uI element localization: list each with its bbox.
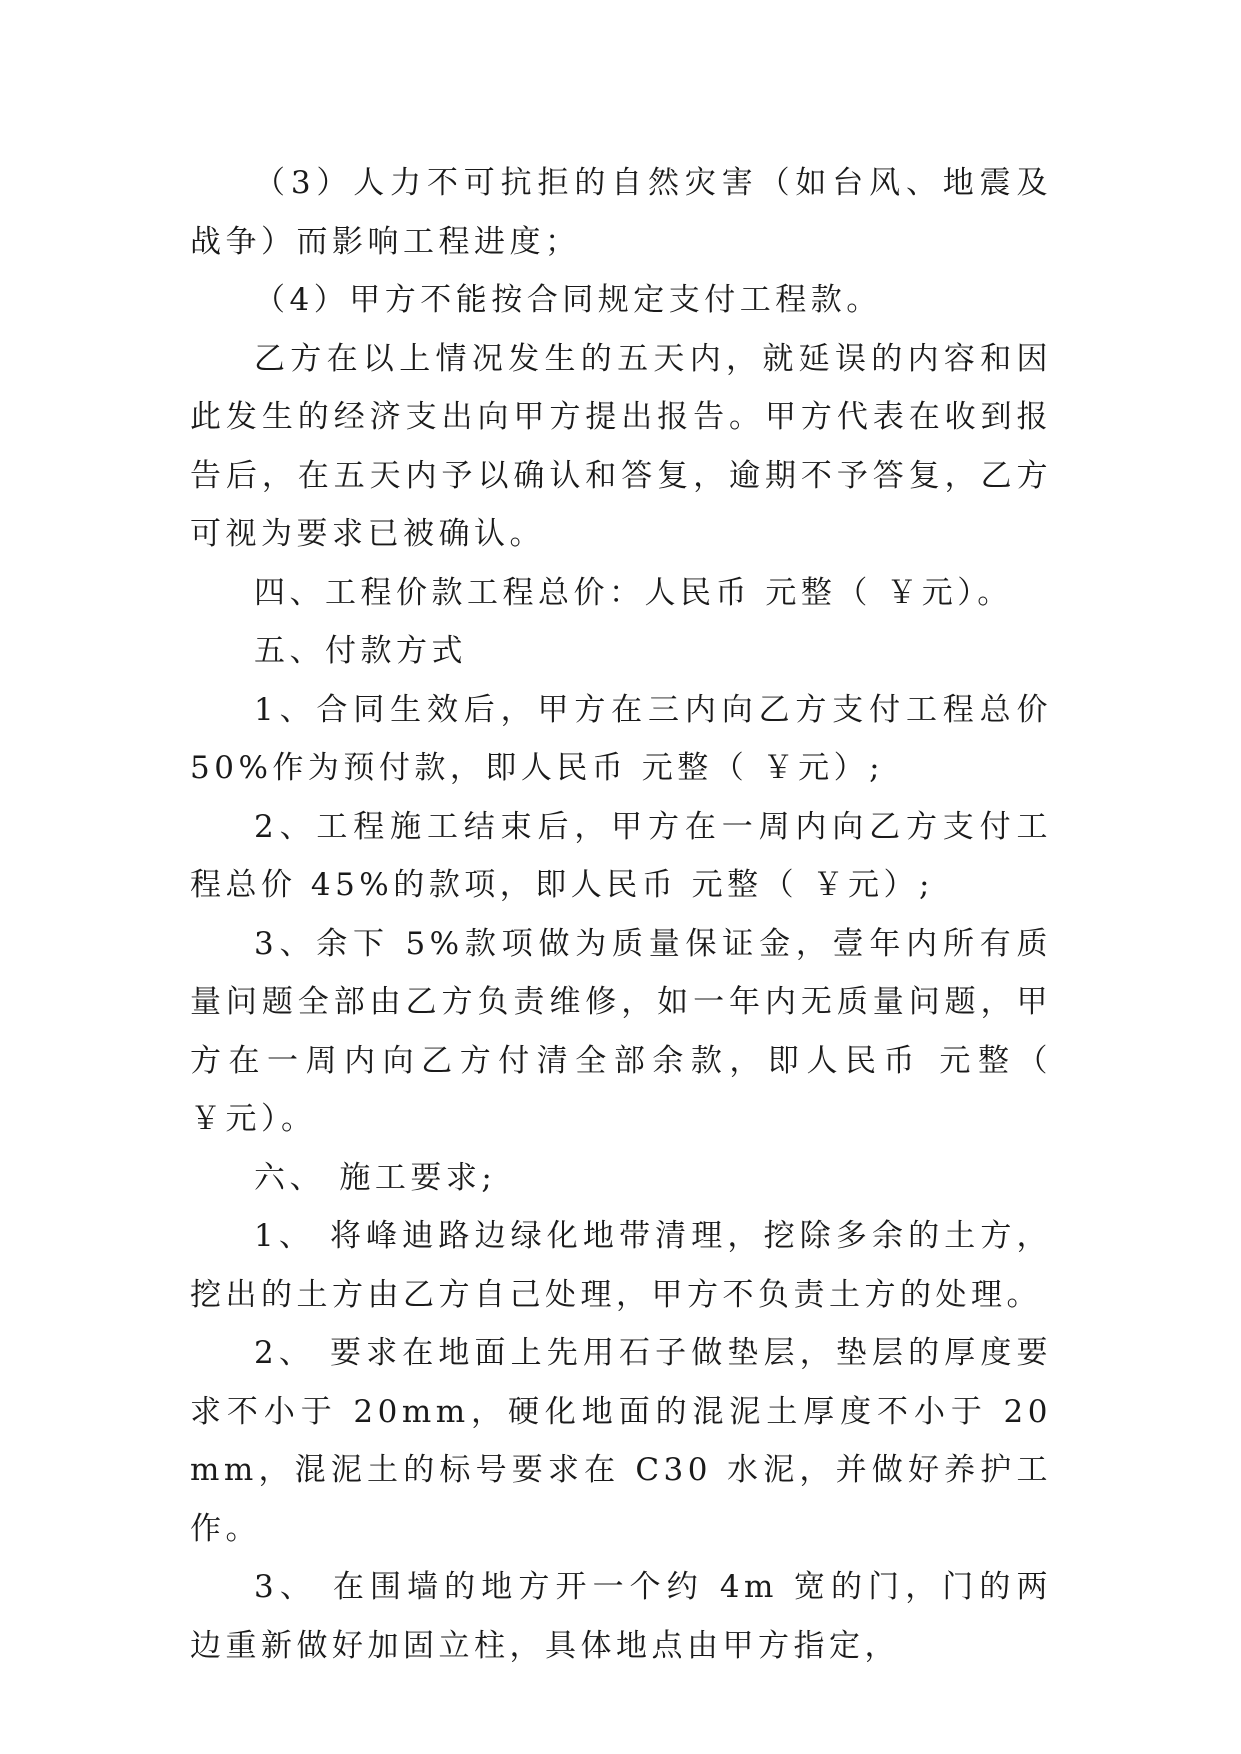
section-5-heading: 五、付款方式 — [254, 633, 467, 669]
section-4-contract-price: 四、工程价款工程总价：人民币 元整（ ￥元）。 — [254, 574, 1013, 611]
clause-3-force-majeure: （3）人力不可抗拒的自然灾害（如台风、地震及战争）而影响工程进度； — [190, 165, 1052, 260]
clause-4-payment-default: （4）甲方不能按合同规定支付工程款。 — [254, 282, 882, 318]
requirement-item-3: 3、 在围墙的地方开一个约 4m 宽的门，门的两边重新做好加固立柱，具体地点由甲方指定， — [190, 1569, 1052, 1664]
requirement-item-2: 2、 要求在地面上先用石子做垫层，垫层的厚度要求不小于 20mm，硬化地面的混泥土厚度不小于 20mm，混泥土的标号要求在 C30 水泥，并做好养护工作。 — [190, 1335, 1052, 1547]
payment-item-1: 1、合同生效后，甲方在三内向乙方支付工程总价 50%作为预付款，即人民币 元整（ ￥元）; — [190, 691, 1067, 786]
section-6-heading: 六、 施工要求; — [254, 1159, 497, 1196]
requirement-item-1: 1、 将峰迪路边绿化地带清理，挖除多余的土方，挖出的土方由乙方自己处理，甲方不负责土方的处理。 — [190, 1218, 1052, 1313]
delay-report-paragraph: 乙方在以上情况发生的五天内，就延误的内容和因此发生的经济支出向甲方提出报告。甲方代表在收到报告后，在五天内予以确认和答复，逾期不予答复，乙方可视为要求已被确认。 — [190, 340, 1052, 552]
payment-item-2: 2、工程施工结束后，甲方在一周内向乙方支付工程总价 45%的款项，即人民币 元整（ ￥元）; — [190, 808, 1052, 903]
document-body — [190, 154, 1067, 1675]
payment-item-3: 3、余下 5%款项做为质量保证金，壹年内所有质量问题全部由乙方负责维修，如一年内无质量问题，甲方在一周内向乙方付清全部余款，即人民币 元整（ ￥元）。 — [190, 925, 1067, 1137]
